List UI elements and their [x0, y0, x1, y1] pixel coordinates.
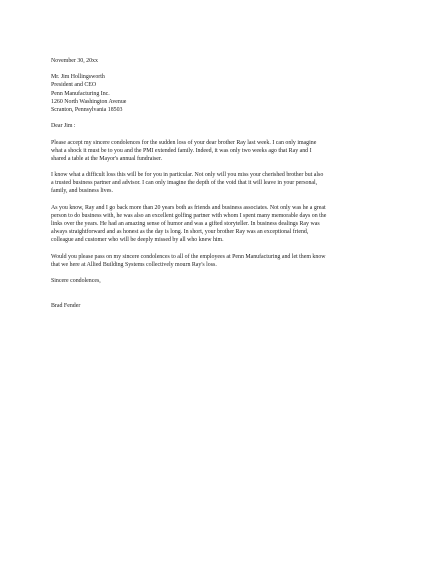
recipient-address — [51, 73, 396, 114]
recipient-title: President and CEO — [51, 82, 97, 89]
paragraph-line: As you know, Ray and I go back more than 20 years both as friends and business associates. Not only was he a great — [51, 204, 326, 211]
body-paragraph-2 — [51, 171, 396, 195]
paragraph-line: person to do business with, he was also an excellent golfing partner with whom I spent many memorable days on the — [51, 212, 327, 219]
paragraph-line: Please accept my sincere condolences for the sudden loss of your dear brother Ray last week. I can only imagine — [51, 139, 317, 146]
paragraph-line: a trusted business partner and advisor. I can only imagine the depth of the void that it will leave in your personal, — [51, 180, 318, 187]
salutation: Dear Jim : — [51, 123, 76, 130]
recipient-company: Penn Manufacturing Inc. — [51, 90, 110, 97]
recipient-city: Scranton, Pennsylvania 18503 — [51, 106, 123, 113]
body-paragraph-1 — [51, 139, 396, 163]
paragraph-line: shared a table at the Mayor's annual fundraiser. — [51, 155, 162, 162]
paragraph-line: that we here at Allied Building Systems collectively mourn Ray's loss. — [51, 261, 217, 268]
recipient-street: 1260 North Washington Avenue — [51, 98, 127, 105]
body-paragraph-3 — [51, 204, 396, 245]
paragraph-line: what a shock it must be to you and the PMI extended family. Indeed, it was only two weeks ago that Ray and I — [51, 147, 312, 154]
signature-name: Brad Fender — [51, 302, 81, 309]
paragraph-line: family, and business lives. — [51, 188, 113, 195]
body-paragraph-4 — [51, 253, 396, 269]
paragraph-line: I know what a difficult loss this will be for you in particular. Not only will you miss your cherished brother but also — [51, 172, 324, 179]
paragraph-line: Would you please pass on my sincere condolences to all of the employees at Penn Manufacturing and let them know — [51, 253, 326, 260]
paragraph-line: colleague and customer who will be deeply missed by all who knew him. — [51, 237, 224, 244]
closing: Sincere condolences, — [51, 278, 101, 285]
paragraph-line: always straightforward and as honest as the day is long. In short, your brother Ray was an exceptional friend, — [51, 229, 309, 236]
recipient-name: Mr. Jim Hollingsworth — [51, 74, 105, 81]
condolence-letter — [51, 57, 396, 310]
paragraph-line: links over the years. He had an amazing sense of humor and was a gifted storyteller. In business dealings Ray was — [51, 221, 320, 228]
letter-date: November 30, 20xx — [51, 58, 98, 64]
